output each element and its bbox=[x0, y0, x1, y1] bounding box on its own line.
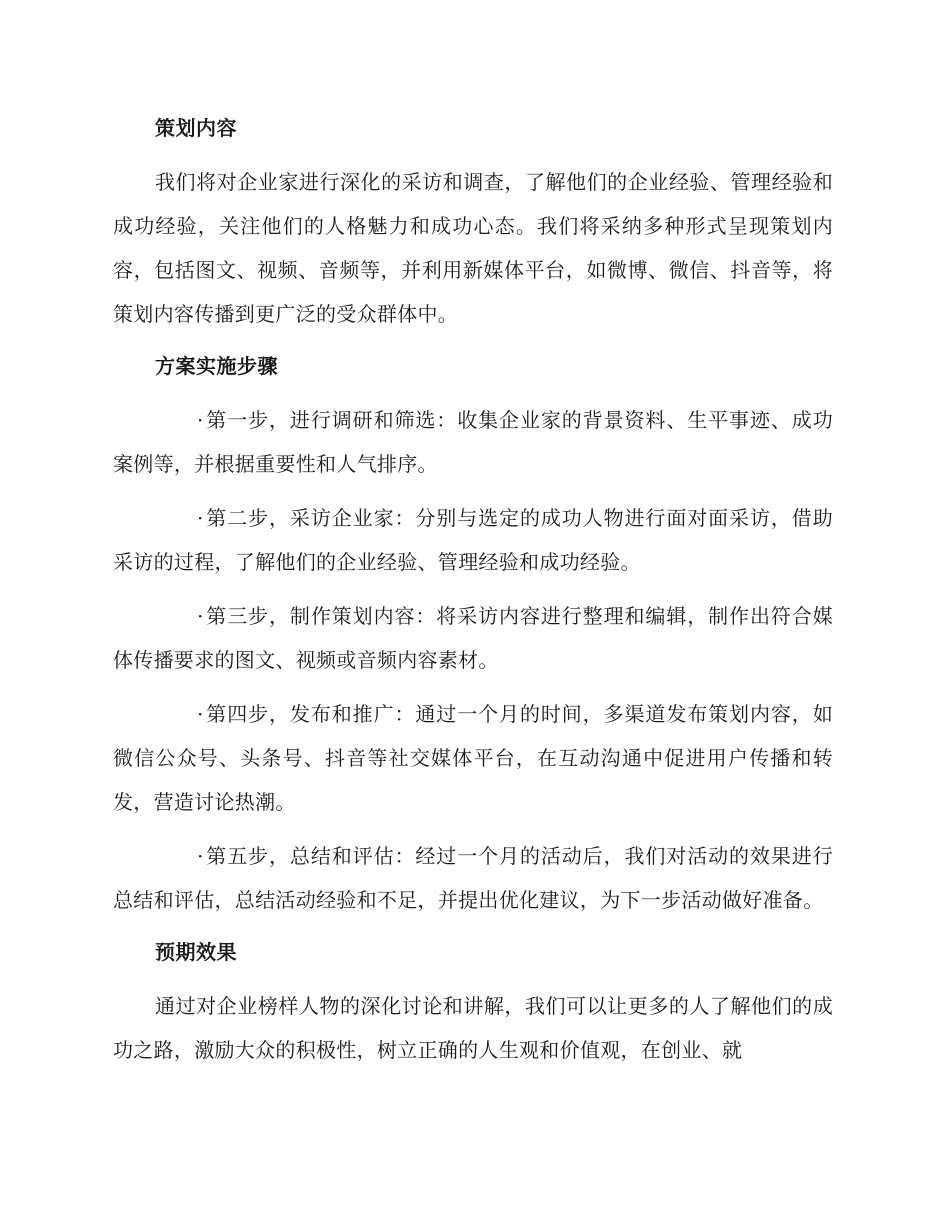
bullet-icon: · bbox=[197, 408, 204, 432]
step-text: 第五步，总结和评估：经过一个月的活动后，我们对活动的效果进行总结和评估，总结活动经验和不足，并提出优化建议，为下一步活动做好准备。 bbox=[113, 844, 833, 912]
paragraph-expected-effect: 通过对企业榜样人物的深化讨论和讲解，我们可以让更多的人了解他们的成功之路，激励大众的积极性，树立正确的人生观和价值观，在创业、就 bbox=[113, 994, 833, 1062]
step-text: 第二步，采访企业家：分别与选定的成功人物进行面对面采访，借助采访的过程，了解他们的企业经验、管理经验和成功经验。 bbox=[113, 506, 833, 574]
section-heading-implementation: 方案实施步骤 bbox=[155, 354, 278, 378]
bullet-icon: · bbox=[197, 506, 204, 530]
bullet-icon: · bbox=[197, 844, 204, 868]
bullet-icon: · bbox=[197, 604, 204, 628]
step-text: 第三步，制作策划内容：将采访内容进行整理和编辑，制作出符合媒体传播要求的图文、视频或音频内容素材。 bbox=[113, 604, 833, 672]
list-item-step-2 bbox=[113, 496, 833, 584]
step-text: 第四步，发布和推广：通过一个月的时间，多渠道发布策划内容，如微信公众号、头条号、抖音等社交媒体平台，在互动沟通中促进用户传播和转发，营造讨论热潮。 bbox=[113, 702, 833, 814]
list-item-step-3 bbox=[113, 594, 833, 682]
paragraph-plan-content: 我们将对企业家进行深化的采访和调查，了解他们的企业经验、管理经验和成功经验，关注他们的人格魅力和成功心态。我们将采纳多种形式呈现策划内容，包括图文、视频、音频等，并利用新媒体平台，如微博、微信、抖音等，将策划内容传播到更广泛的受众群体中。 bbox=[113, 170, 833, 326]
document-page bbox=[113, 108, 833, 1082]
bullet-icon: · bbox=[197, 702, 204, 726]
section-heading-expected-effect: 预期效果 bbox=[155, 940, 237, 964]
section-heading-plan-content: 策划内容 bbox=[155, 116, 237, 140]
list-item-step-4 bbox=[113, 692, 833, 824]
step-text: 第一步，进行调研和筛选：收集企业家的背景资料、生平事迹、成功案例等，并根据重要性和人气排序。 bbox=[113, 408, 833, 476]
list-item-step-1 bbox=[113, 398, 833, 486]
list-item-step-5 bbox=[113, 834, 833, 922]
